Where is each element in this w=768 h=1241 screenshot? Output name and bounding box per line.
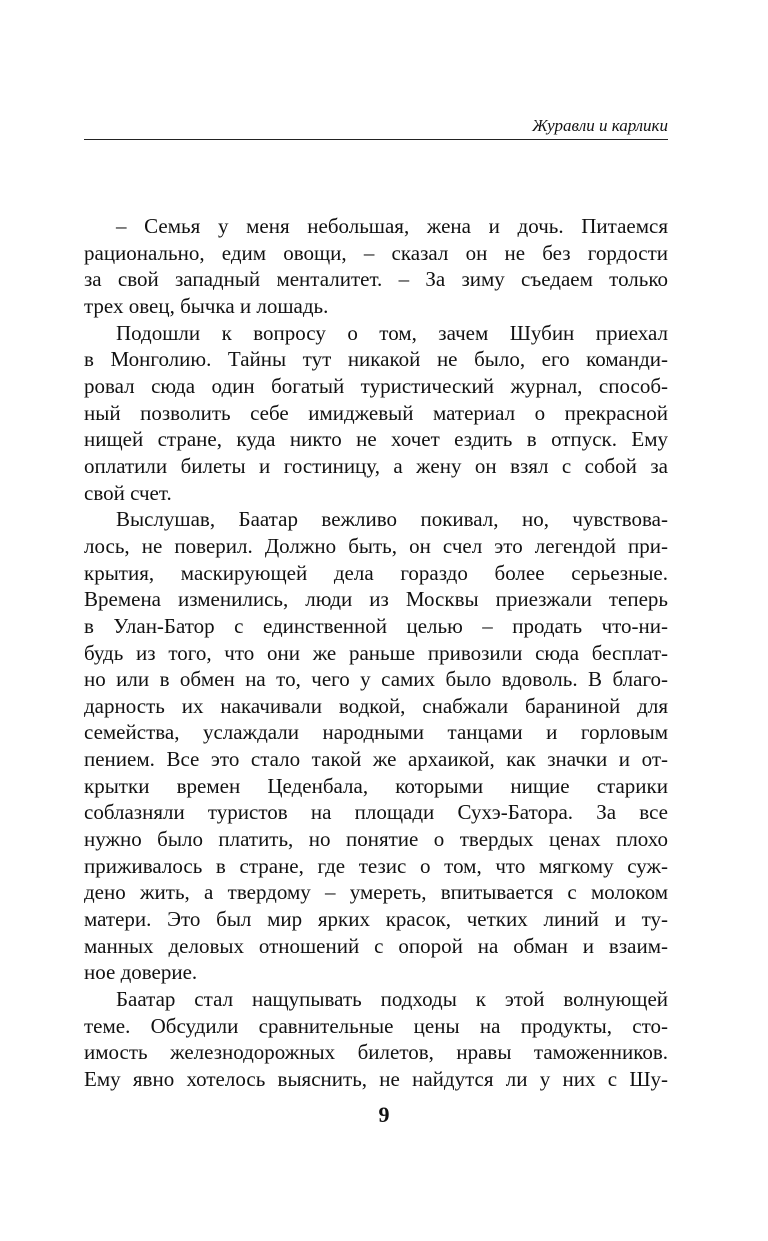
text-line: оплатили билеты и гостиницу, а жену он взял с собой за bbox=[84, 453, 668, 478]
text-line: – Семья у меня небольшая, жена и дочь. Питаемся bbox=[116, 214, 668, 238]
text-line: Времена изменились, люди из Москвы приезжали теперь bbox=[84, 587, 668, 612]
page-number: 9 bbox=[378, 1102, 390, 1127]
text-line: но или в обмен на то, чего у самих было вдоволь. В благо- bbox=[84, 667, 668, 692]
text-line: приживалось в стране, где тезис о том, что мягкому суж- bbox=[84, 853, 668, 878]
text-line: манных деловых отношений с опорой на обман и взаим- bbox=[84, 933, 668, 958]
text-line: семейства, услаждали народными танцами и горловым bbox=[84, 720, 668, 745]
text-line: матери. Это был мир ярких красок, четких линий и ту- bbox=[84, 907, 668, 932]
text-line: нужно было платить, но понятие о твердых ценах плохо bbox=[84, 827, 668, 852]
text-line: будь из того, что они же раньше привозили сюда бесплат- bbox=[84, 640, 668, 665]
text-line: лось, не поверил. Должно быть, он счел это легендой при- bbox=[84, 533, 668, 558]
text-line: Баатар стал нащупывать подходы к этой волнующей bbox=[116, 987, 668, 1012]
header-rule bbox=[84, 139, 668, 140]
text-line: ное доверие. bbox=[84, 960, 198, 985]
text-line: Подошли к вопросу о том, зачем Шубин приехал bbox=[116, 320, 668, 345]
text-line: ный позволить себе имиджевый материал о прекрасной bbox=[84, 400, 668, 425]
text-line: крытки времен Цеденбала, которыми нищие старики bbox=[84, 773, 668, 798]
text-line: в Монголию. Тайны тут никакой не было, его команди- bbox=[84, 347, 668, 372]
text-line: пением. Все это стало такой же архаикой, как значки и от- bbox=[84, 747, 668, 772]
text-line: трех овец, бычка и лошадь. bbox=[84, 293, 329, 318]
text-line: дарность их накачивали водкой, снабжали бараниной для bbox=[84, 693, 668, 718]
text-line: ровал сюда один богатый туристический журнал, способ- bbox=[84, 373, 668, 398]
text-line: крытия, маскирующей дела гораздо более серьезные. bbox=[84, 560, 668, 585]
running-title: Журавли и карлики bbox=[532, 116, 668, 135]
text-line: теме. Обсудили сравнительные цены на продукты, сто- bbox=[84, 1013, 668, 1038]
text-line: нищей стране, куда никто не хочет ездить в отпуск. Ему bbox=[84, 427, 668, 452]
text-line: имость железнодорожных билетов, нравы таможенников. bbox=[84, 1040, 668, 1065]
text-line: Выслушав, Баатар вежливо покивал, но, чувствова- bbox=[116, 507, 668, 532]
text-line: Ему явно хотелось выяснить, не найдутся ли у них с Шу- bbox=[84, 1067, 668, 1091]
body-text bbox=[84, 213, 668, 1093]
text-line: в Улан-Батор с единственной целью – продать что-ни- bbox=[84, 613, 668, 638]
text-line: дено жить, а твердому – умереть, впитывается с молоком bbox=[84, 880, 668, 905]
text-line: за свой западный менталитет. – За зиму съедаем только bbox=[84, 267, 668, 292]
text-line: рационально, едим овощи, – сказал он не без гордости bbox=[84, 240, 668, 265]
text-line: соблазняли туристов на площади Сухэ-Батора. За все bbox=[84, 800, 668, 825]
text-line: свой счет. bbox=[84, 480, 172, 505]
